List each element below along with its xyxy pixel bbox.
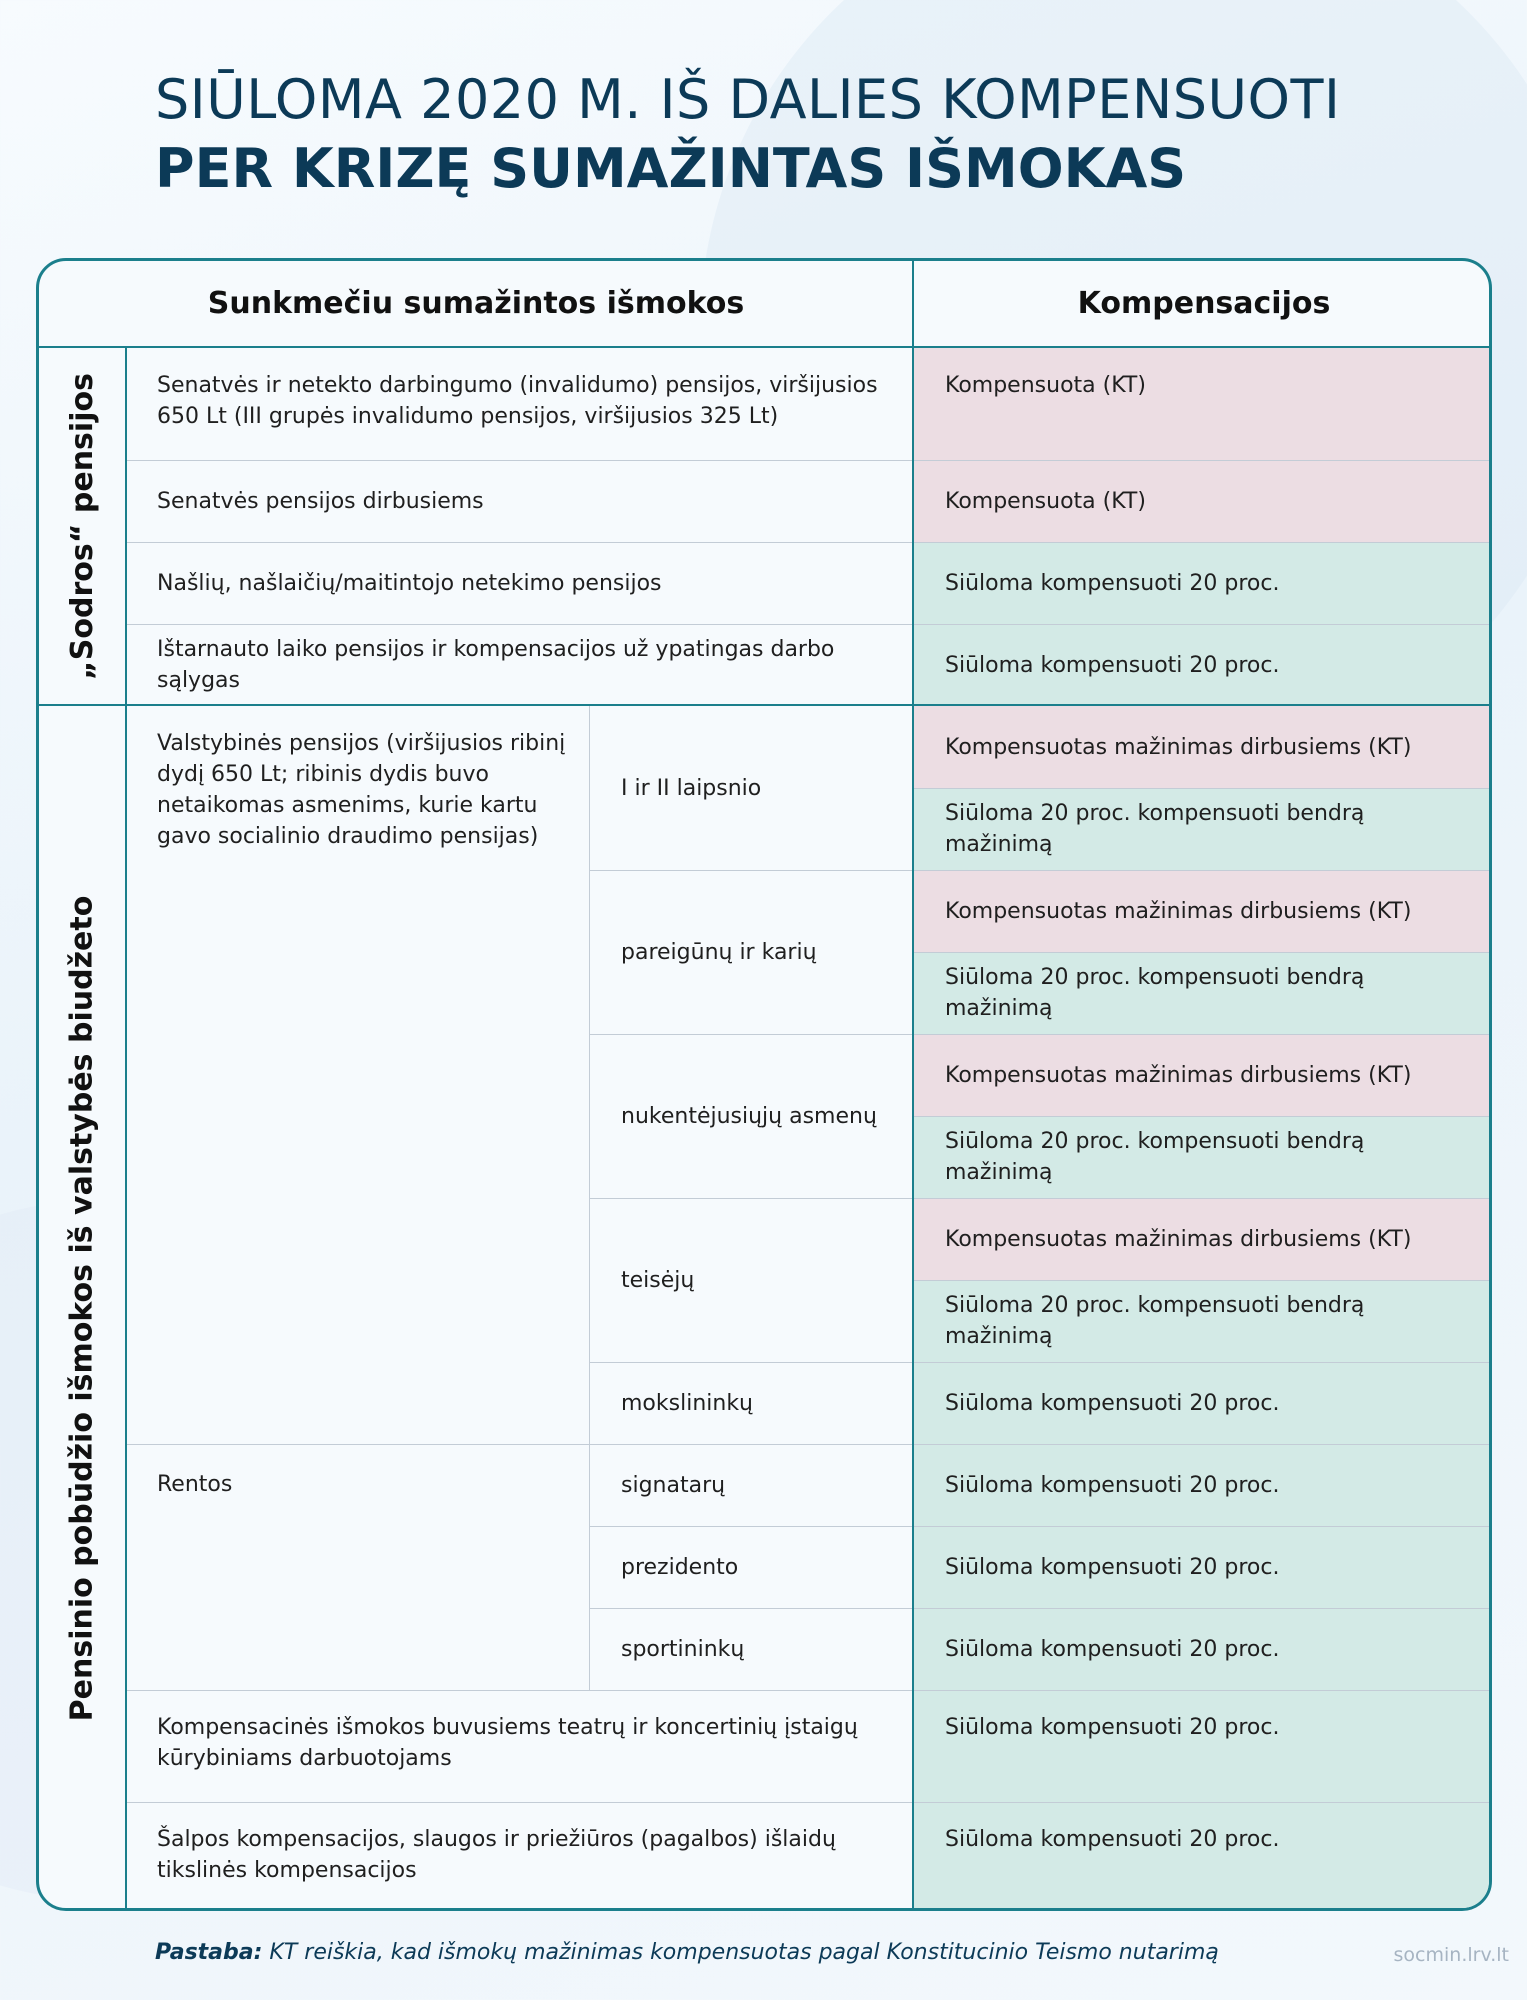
compensation-cell: Kompensuota (KT) bbox=[913, 348, 1492, 460]
group-sodra-pensions bbox=[39, 348, 125, 704]
page-title bbox=[155, 68, 1340, 206]
sub-category-label: pareigūnų ir karių bbox=[621, 939, 817, 965]
row-divider bbox=[913, 1116, 1492, 1117]
row-divider bbox=[125, 542, 1492, 543]
table-row-label: Kompensacinės išmokos buvusiems teatrų ir koncertinių įstaigų kūrybiniams darbuotojams bbox=[157, 1715, 858, 1771]
rentos-label: Rentos bbox=[157, 1472, 233, 1497]
table-row-label: Ištarnauto laiko pensijos ir kompensacijos už ypatingas darbo sąlygas bbox=[157, 637, 835, 693]
row-divider bbox=[589, 1034, 1492, 1035]
footnote bbox=[155, 1940, 1219, 1965]
column-divider bbox=[125, 346, 127, 1911]
title-line-1: SIŪLOMA 2020 M. IŠ DALIES KOMPENSUOTI bbox=[155, 68, 1341, 131]
header-reduced-benefits: Sunkmečiu sumažintos išmokos bbox=[207, 286, 745, 321]
compensation-cell: Siūloma 20 proc. kompensuoti bendrą mažinimą bbox=[913, 1116, 1492, 1198]
compensation-cell: Siūloma kompensuoti 20 proc. bbox=[913, 1802, 1492, 1911]
footnote-prefix: Pastaba: bbox=[155, 1940, 263, 1965]
group-sodra-label: „Sodros“ pensijos bbox=[64, 372, 100, 680]
state-pensions-label: Valstybinės pensijos (viršijusios ribinį dydį 650 Lt; ribinis dydis buvo netaikomas asmenims, kurie kartu gavo socialinio draudimo pensijas) bbox=[157, 731, 566, 849]
row-divider bbox=[589, 1198, 1492, 1199]
compensation-cell: Siūloma 20 proc. kompensuoti bendrą mažinimą bbox=[913, 952, 1492, 1034]
compensation-cell: Kompensuotas mažinimas dirbusiems (KT) bbox=[913, 870, 1492, 952]
row-divider bbox=[589, 1362, 1492, 1363]
sub-category-label: sportininkų bbox=[621, 1636, 745, 1662]
group-divider bbox=[39, 704, 1492, 706]
row-divider bbox=[589, 1526, 1492, 1527]
sub-category-label: nukentėjusiųjų asmenų bbox=[621, 1103, 877, 1129]
column-divider bbox=[912, 261, 914, 1911]
title-line-2: PER KRIZĘ SUMAŽINTAS IŠMOKAS bbox=[155, 137, 1187, 200]
compensation-cell: Siūloma kompensuoti 20 proc. bbox=[913, 624, 1492, 706]
compensation-cell: Siūloma kompensuoti 20 proc. bbox=[913, 1444, 1492, 1526]
row-divider bbox=[589, 1608, 1492, 1609]
row-divider bbox=[589, 870, 1492, 871]
row-divider bbox=[125, 624, 1492, 625]
table-row-label: Šalpos kompensacijos, slaugos ir priežiūros (pagalbos) išlaidų tikslinės kompensacijos bbox=[157, 1827, 836, 1883]
site-url: socmin.lrv.lt bbox=[1393, 1944, 1509, 1966]
compensation-cell: Siūloma kompensuoti 20 proc. bbox=[913, 1608, 1492, 1690]
row-divider bbox=[913, 1280, 1492, 1281]
sub-category-label: I ir II laipsnio bbox=[621, 775, 762, 801]
compensation-cell: Siūloma 20 proc. kompensuoti bendrą mažinimą bbox=[913, 1280, 1492, 1362]
sub-category-label: teisėjų bbox=[621, 1267, 695, 1293]
row-divider bbox=[913, 952, 1492, 953]
compensation-cell: Siūloma kompensuoti 20 proc. bbox=[913, 1526, 1492, 1608]
compensation-cell: Siūloma kompensuoti 20 proc. bbox=[913, 1362, 1492, 1444]
table-row-label: Senatvės pensijos dirbusiems bbox=[157, 488, 484, 514]
compensation-cell: Siūloma 20 proc. kompensuoti bendrą mažinimą bbox=[913, 788, 1492, 870]
table-row-label: Senatvės ir netekto darbingumo (invalidumo) pensijos, viršijusios 650 Lt (III grupės invalidumo pensijos, viršijusios 325 Lt) bbox=[157, 373, 878, 429]
compensation-cell: Kompensuota (KT) bbox=[913, 460, 1492, 542]
compensation-cell: Kompensuotas mažinimas dirbusiems (KT) bbox=[913, 1034, 1492, 1116]
sub-category-label: signatarų bbox=[621, 1472, 726, 1498]
row-divider bbox=[913, 788, 1492, 789]
sub-category-label: prezidento bbox=[621, 1554, 739, 1580]
compensation-cell: Siūloma kompensuoti 20 proc. bbox=[913, 1690, 1492, 1802]
table-row-label: Našlių, našlaičių/maitintojo netekimo pensijos bbox=[157, 570, 662, 596]
group-state-label: Pensinio pobūdžio išmokos iš valstybės biudžeto bbox=[64, 895, 100, 1721]
compensation-cell: Kompensuotas mažinimas dirbusiems (KT) bbox=[913, 1198, 1492, 1280]
compensation-cell: Kompensuotas mažinimas dirbusiems (KT) bbox=[913, 706, 1492, 788]
row-divider bbox=[125, 1444, 1492, 1445]
row-divider bbox=[125, 1690, 1492, 1691]
group-state-budget bbox=[39, 706, 125, 1910]
header-compensations: Kompensacijos bbox=[1077, 286, 1331, 321]
row-divider bbox=[125, 460, 1492, 461]
compensation-table bbox=[36, 258, 1492, 1911]
header-divider bbox=[39, 346, 1492, 348]
row-divider bbox=[125, 1802, 1492, 1803]
compensation-cell: Siūloma kompensuoti 20 proc. bbox=[913, 542, 1492, 624]
column-divider bbox=[589, 706, 590, 1690]
sub-category-label: mokslininkų bbox=[621, 1390, 753, 1416]
footnote-text: KT reiškia, kad išmokų mažinimas kompensuotas pagal Konstitucinio Teismo nutarimą bbox=[262, 1940, 1219, 1965]
